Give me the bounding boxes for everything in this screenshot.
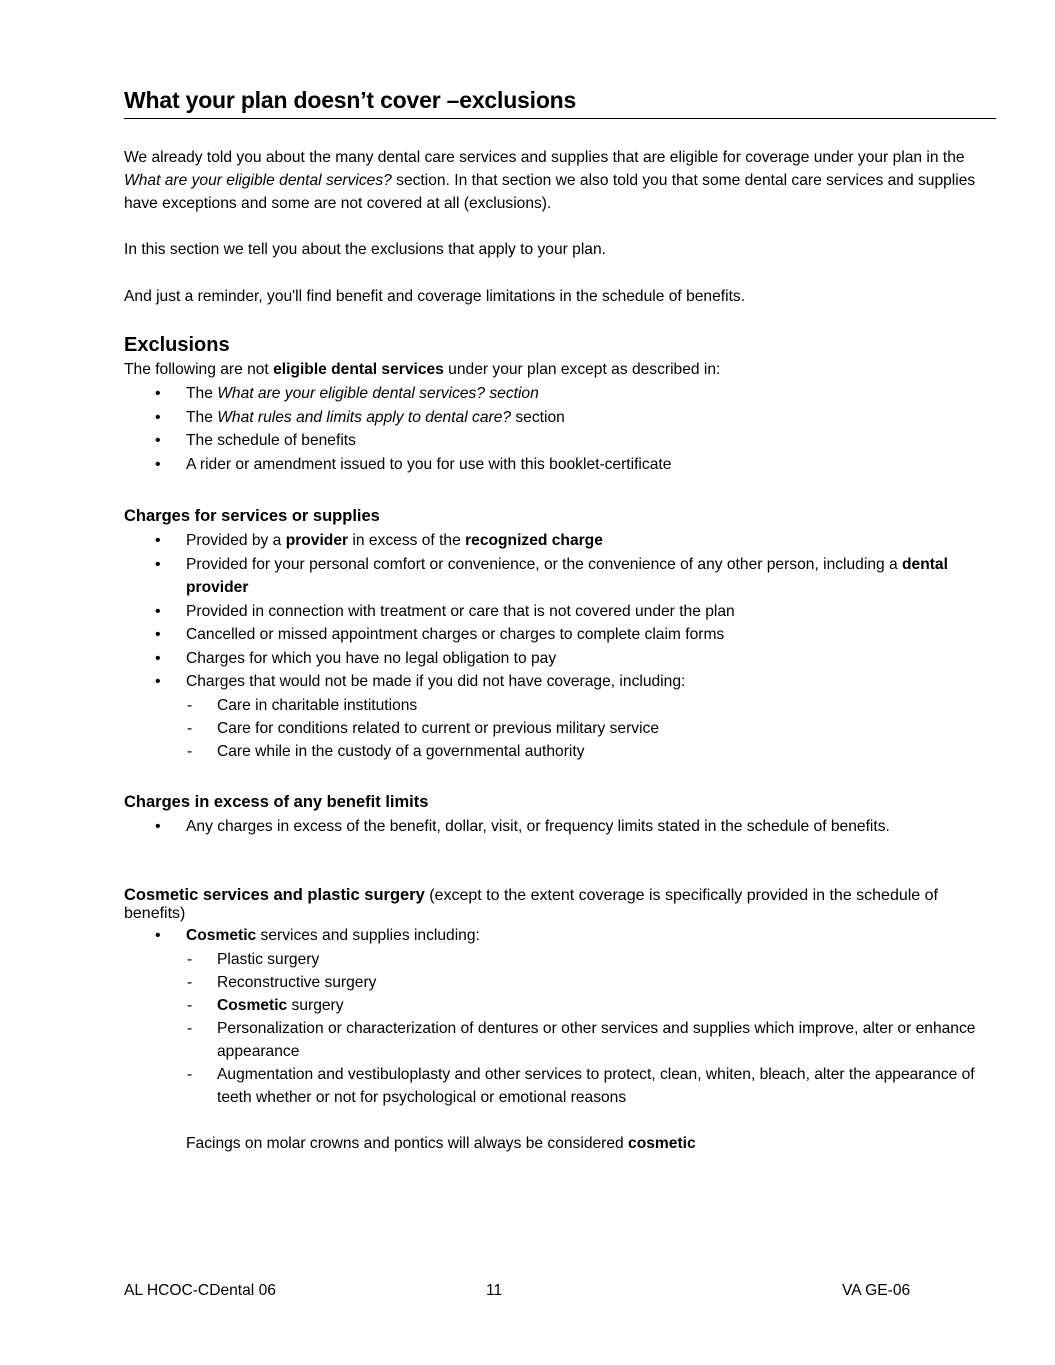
- sub-list-item: [124, 994, 996, 1017]
- list-item: • Any charges in excess of the benefit, dollar, visit, or frequency limits stated in the schedule of benefits.: [124, 815, 924, 839]
- defined-term: provider: [285, 532, 349, 549]
- cosmetic-list: [124, 924, 996, 948]
- defined-term: eligible dental services: [273, 361, 444, 378]
- cosmetic-note: [124, 1132, 996, 1155]
- limits-heading: Charges in excess of any benefit limits: [124, 793, 429, 811]
- charges-list: [124, 529, 996, 694]
- section-reference: What are your eligible dental services? section: [217, 385, 539, 402]
- intro-paragraph-2: In this section we tell you about the exclusions that apply to your plan.: [124, 241, 606, 258]
- heading-note: (except to the extent coverage is specifically provided in the schedule of benefits): [124, 887, 938, 922]
- intro-text: We already told you about the many dental care services and supplies that are eligible for coverage under your plan in the: [124, 149, 965, 166]
- footer-form-code: AL HCOC-CDental 06: [124, 1282, 276, 1299]
- item-text: section: [511, 408, 565, 426]
- list-item: [124, 924, 996, 948]
- exclusions-lead: [124, 358, 996, 381]
- sub-list-item: - Care while in the custody of a governmental authority: [124, 740, 996, 763]
- defined-term: recognized charge: [465, 532, 603, 549]
- cosmetic-sublist: [124, 948, 996, 1109]
- defined-term: Cosmetic: [217, 996, 288, 1014]
- item-text: surgery: [287, 996, 344, 1014]
- list-item: [124, 382, 996, 406]
- charges-heading: Charges for services or supplies: [124, 507, 380, 525]
- item-text: Provided for your personal comfort or convenience, or the convenience of any other person, including a: [186, 555, 902, 573]
- item-text: The: [186, 408, 218, 426]
- footer-version-code: VA GE-06: [842, 1282, 911, 1299]
- section-reference: What are your eligible dental services?: [124, 172, 392, 189]
- exclusions-heading: Exclusions: [124, 334, 230, 356]
- limits-list: [124, 815, 924, 839]
- item-text: Provided by a: [186, 532, 286, 549]
- charges-sublist: [124, 694, 996, 763]
- list-item: • A rider or amendment issued to you for use with this booklet-certificate: [124, 453, 996, 477]
- page-title: What your plan doesn’t cover –exclusions: [124, 87, 996, 119]
- sub-list-item: - Personalization or characterization of dentures or other services and supplies which improve, alter or enhance appearance: [124, 1017, 996, 1063]
- footer-page-number: 11: [486, 1282, 503, 1299]
- list-item: • Cancelled or missed appointment charges or charges to complete claim forms: [124, 623, 996, 647]
- limits-section: [124, 790, 996, 839]
- defined-term: dental provider: [186, 555, 948, 596]
- list-item: • The schedule of benefits: [124, 429, 996, 453]
- section-reference: What rules and limits apply to dental care?: [217, 408, 512, 426]
- defined-term: Cosmetic: [186, 927, 257, 944]
- sub-list-item: - Care for conditions related to current or previous military service: [124, 717, 996, 740]
- exclusions-list: [124, 382, 996, 476]
- sub-list-item: - Care in charitable institutions: [124, 694, 996, 717]
- sub-list-item: - Plastic surgery: [124, 948, 996, 971]
- list-item: • Charges that would not be made if you did not have coverage, including:: [124, 670, 996, 694]
- list-item: [124, 406, 996, 430]
- list-item: • Charges for which you have no legal obligation to pay: [124, 647, 996, 671]
- lead-text: under your plan except as described in:: [443, 361, 721, 378]
- note-text: Facings on molar crowns and pontics will always be considered: [186, 1134, 629, 1152]
- list-item: • Provided in connection with treatment or care that is not covered under the plan: [124, 600, 996, 624]
- lead-text: The following are not: [124, 361, 274, 378]
- charges-section: [124, 504, 996, 763]
- intro-text: section. In that section we also told you that some dental care services and supplies have exceptions and some are not covered at all (exclusions).: [124, 172, 976, 212]
- item-text: services and supplies including:: [256, 927, 480, 944]
- list-item: [124, 529, 996, 553]
- intro-paragraph-1: [124, 146, 996, 215]
- cosmetic-section: [124, 886, 996, 1155]
- list-item: [124, 553, 996, 600]
- exclusions-section: [124, 333, 996, 476]
- defined-term: cosmetic: [628, 1134, 696, 1152]
- sub-list-item: - Augmentation and vestibuloplasty and other services to protect, clean, whiten, bleach, alter the appearance of teeth whether or not for psychological or emotional reasons: [124, 1063, 996, 1109]
- item-text: in excess of the: [348, 532, 466, 549]
- item-text: The: [186, 385, 218, 402]
- sub-list-item: - Reconstructive surgery: [124, 971, 996, 994]
- intro-paragraph-3: And just a reminder, you'll find benefit and coverage limitations in the schedule of benefits.: [124, 288, 746, 305]
- cosmetic-heading: Cosmetic services and plastic surgery: [124, 886, 425, 904]
